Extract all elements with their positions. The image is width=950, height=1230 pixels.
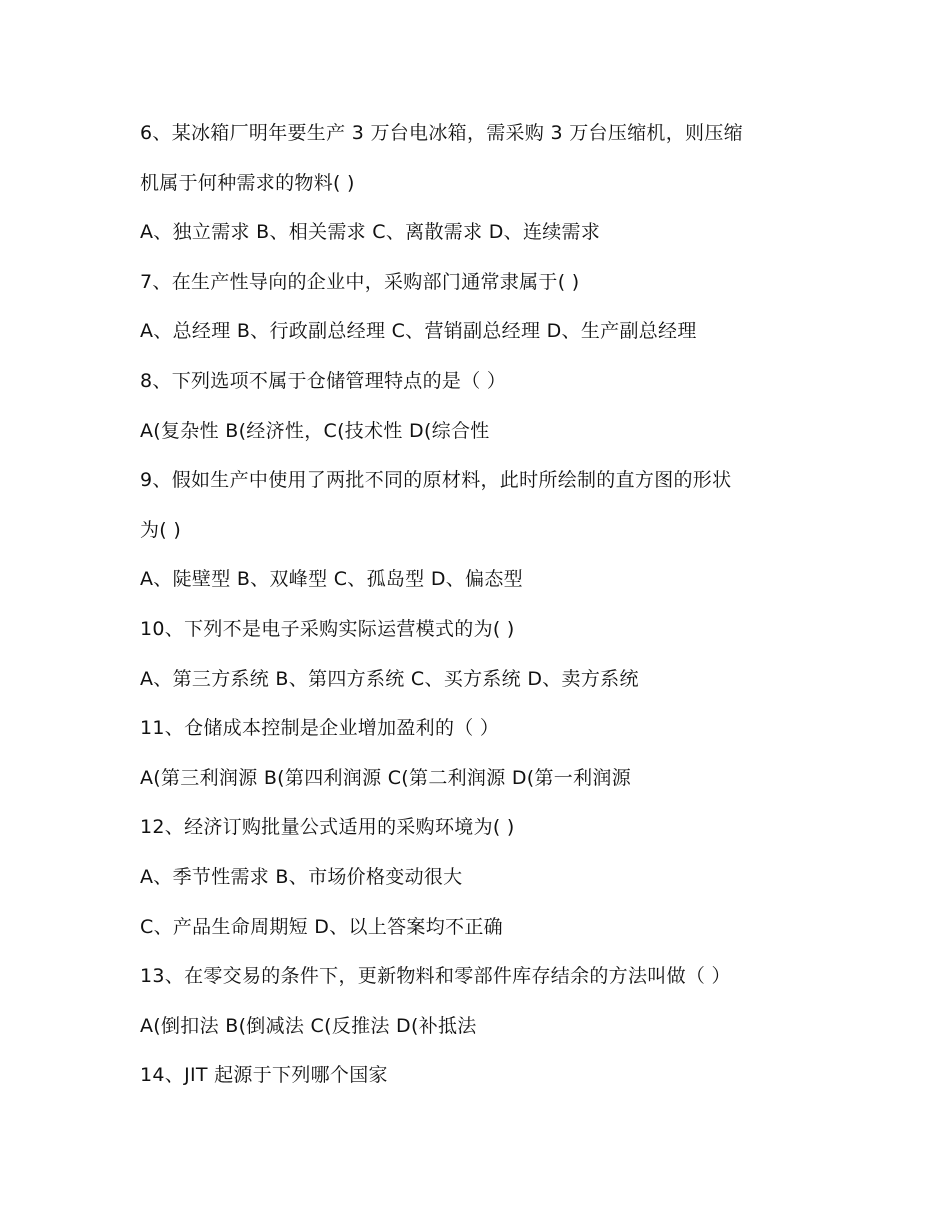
text-line: 12、经济订购批量公式适用的采购环境为( ) [140,816,515,839]
text-line: 11、仓储成本控制是企业增加盈利的（ ） [140,717,500,740]
text-line: 14、JIT 起源于下列哪个国家 [140,1064,388,1087]
text-line: 8、下列选项不属于仓储管理特点的是（ ） [140,369,507,392]
text-line: A(第三利润源 B(第四利润源 C(第二利润源 D(第一利润源 [140,766,631,789]
text-line: 7、在生产性导向的企业中，采购部门通常隶属于( ) [140,270,580,293]
text-line: A、总经理 B、行政副总经理 C、营销副总经理 D、生产副总经理 [140,320,697,343]
text-line: A(复杂性 B(经济性，C(技术性 D(综合性 [140,419,490,442]
text-line: A、第三方系统 B、第四方系统 C、买方系统 D、卖方系统 [140,667,639,690]
text-line: A(倒扣法 B(倒减法 C(反推法 D(补抵法 [140,1014,477,1037]
question-text-block [140,112,830,1104]
text-line: C、产品生命周期短 D、以上答案均不正确 [140,915,503,938]
text-line: A、独立需求 B、相关需求 C、离散需求 D、连续需求 [140,221,601,244]
text-line: 9、假如生产中使用了两批不同的原材料，此时所绘制的直方图的形状 [140,469,732,492]
text-line: 10、下列不是电子采购实际运营模式的为( ) [140,617,515,640]
text-line: A、陡壁型 B、双峰型 C、孤岛型 D、偏态型 [140,568,523,591]
text-line: 为( ) [140,518,182,541]
text-line: 机属于何种需求的物料( ) [140,171,355,194]
text-line: 6、某冰箱厂明年要生产 3 万台电冰箱，需采购 3 万台压缩机，则压缩 [140,122,743,144]
text-line: 13、在零交易的条件下，更新物料和零部件库存结余的方法叫做（ ） [140,965,731,988]
text-line: A、季节性需求 B、市场价格变动很大 [140,865,463,888]
